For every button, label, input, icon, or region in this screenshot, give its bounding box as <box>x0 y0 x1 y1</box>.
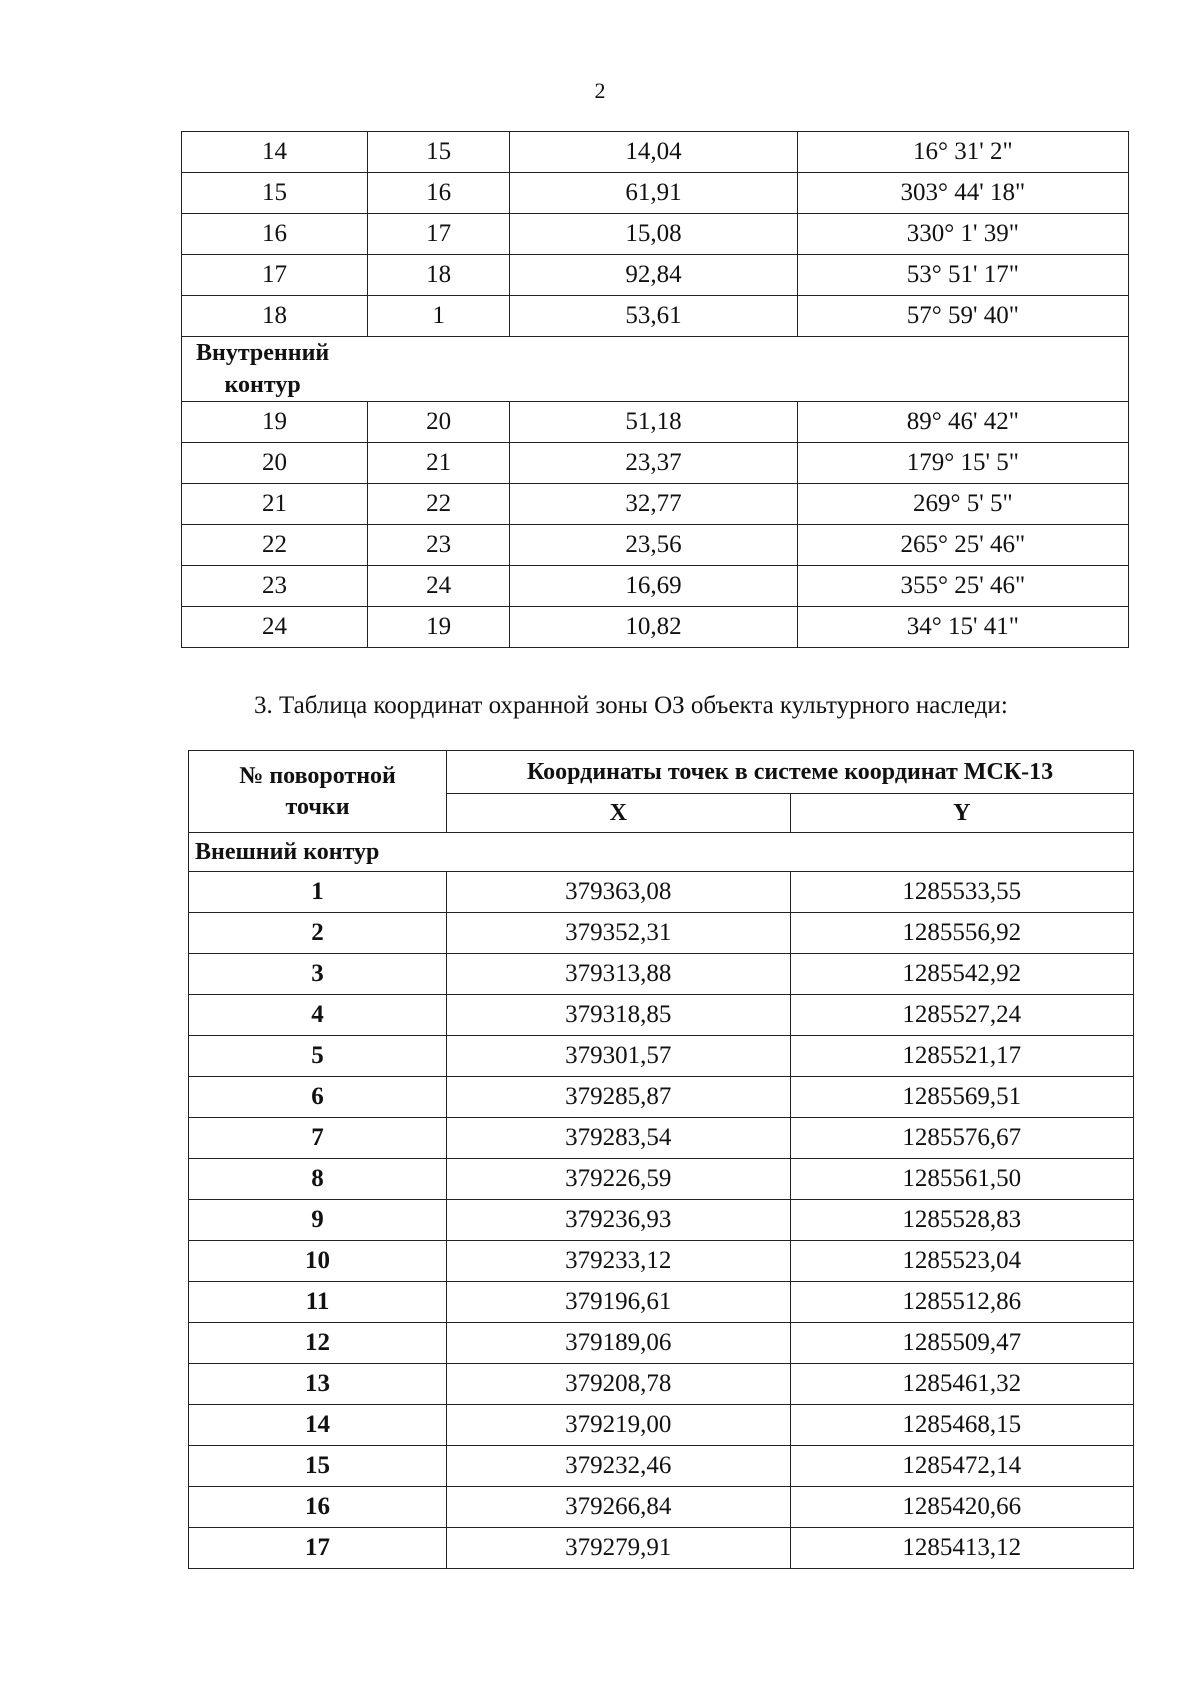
table-cell: 14 <box>189 1405 447 1446</box>
table-cell: 16° 31' 2" <box>797 132 1128 173</box>
table-row <box>189 1528 1134 1569</box>
table-row <box>182 402 1129 443</box>
table-cell: 18 <box>367 255 509 296</box>
table-cell: 23 <box>182 566 368 607</box>
table-cell: 14 <box>182 132 368 173</box>
table-cell: 1285509,47 <box>790 1323 1134 1364</box>
table-cell: 379232,46 <box>447 1446 790 1487</box>
table1-body-inner <box>182 402 1129 648</box>
table-cell: 1285472,14 <box>790 1446 1134 1487</box>
table-cell: 21 <box>182 484 368 525</box>
table-row <box>182 484 1129 525</box>
table-cell: 269° 5' 5" <box>797 484 1128 525</box>
table-cell: 379352,31 <box>447 913 790 954</box>
table-row <box>182 525 1129 566</box>
table-cell: 22 <box>182 525 368 566</box>
table-cell: 379266,84 <box>447 1487 790 1528</box>
table-cell: 1285521,17 <box>790 1036 1134 1077</box>
table-cell: 10 <box>189 1241 447 1282</box>
table-cell: 22 <box>367 484 509 525</box>
table-cell: 19 <box>182 402 368 443</box>
table-row <box>189 1446 1134 1487</box>
header-x: X <box>447 794 790 833</box>
table-cell: 7 <box>189 1118 447 1159</box>
bearing-distance-table <box>181 131 1129 648</box>
table-cell: 18 <box>182 296 368 337</box>
table-cell: 51,18 <box>510 402 798 443</box>
table-cell: 1285461,32 <box>790 1364 1134 1405</box>
header-coordinates: Координаты точек в системе координат МСК-13 <box>447 751 1134 794</box>
table-cell: 379363,08 <box>447 872 790 913</box>
table-cell: 8 <box>189 1159 447 1200</box>
table-caption: 3. Таблица координат охранной зоны ОЗ объекта культурного наследи: <box>254 692 1008 719</box>
table-cell: 6 <box>189 1077 447 1118</box>
table-row <box>189 1241 1134 1282</box>
table-cell: 32,77 <box>510 484 798 525</box>
table-cell: 379226,59 <box>447 1159 790 1200</box>
table-row <box>182 566 1129 607</box>
table-cell: 1285523,04 <box>790 1241 1134 1282</box>
table-row <box>182 607 1129 648</box>
table-cell: 5 <box>189 1036 447 1077</box>
table-row <box>189 1118 1134 1159</box>
table1-body-outer <box>182 132 1129 337</box>
table-cell: 355° 25' 46" <box>797 566 1128 607</box>
table-row <box>189 1036 1134 1077</box>
table-cell: 303° 44' 18" <box>797 173 1128 214</box>
table-cell: 11 <box>189 1282 447 1323</box>
section-label-outer-contour: Внешний контур <box>189 833 1134 872</box>
table-cell: 34° 15' 41" <box>797 607 1128 648</box>
table-cell: 23 <box>367 525 509 566</box>
table-cell: 379283,54 <box>447 1118 790 1159</box>
table-cell: 23,56 <box>510 525 798 566</box>
table-cell: 19 <box>367 607 509 648</box>
table-cell: 57° 59' 40" <box>797 296 1128 337</box>
table-cell: 330° 1' 39" <box>797 214 1128 255</box>
table-cell: 15,08 <box>510 214 798 255</box>
table-row <box>182 337 1129 402</box>
table-row <box>189 833 1134 872</box>
table-row <box>189 1323 1134 1364</box>
table-cell: 15 <box>189 1446 447 1487</box>
table-cell: 1285528,83 <box>790 1200 1134 1241</box>
table-cell: 379301,57 <box>447 1036 790 1077</box>
page-number: 2 <box>594 78 606 103</box>
table-row <box>189 1405 1134 1446</box>
table-row <box>189 872 1134 913</box>
table-row <box>189 1159 1134 1200</box>
table-cell: 13 <box>189 1364 447 1405</box>
table-row <box>182 255 1129 296</box>
table-cell: 1285556,92 <box>790 913 1134 954</box>
table-row <box>182 214 1129 255</box>
table-cell: 379233,12 <box>447 1241 790 1282</box>
table-cell: 15 <box>182 173 368 214</box>
table-cell: 1285512,86 <box>790 1282 1134 1323</box>
table-row <box>182 132 1129 173</box>
table-cell: 10,82 <box>510 607 798 648</box>
table-cell: 89° 46' 42" <box>797 402 1128 443</box>
table-cell: 379219,00 <box>447 1405 790 1446</box>
table-cell: 92,84 <box>510 255 798 296</box>
table-header-row <box>189 751 1134 794</box>
table-cell: 16,69 <box>510 566 798 607</box>
table-cell: 1285413,12 <box>790 1528 1134 1569</box>
table-cell: 20 <box>182 443 368 484</box>
table-cell: 24 <box>367 566 509 607</box>
table-row <box>182 173 1129 214</box>
table-cell: 16 <box>182 214 368 255</box>
table-cell: 1285533,55 <box>790 872 1134 913</box>
header-point-number <box>189 751 447 833</box>
table-cell: 2 <box>189 913 447 954</box>
table-cell: 24 <box>182 607 368 648</box>
table-cell: 17 <box>189 1528 447 1569</box>
table-cell: 1285527,24 <box>790 995 1134 1036</box>
table-cell: 179° 15' 5" <box>797 443 1128 484</box>
table-row <box>189 1077 1134 1118</box>
section-label-inner-contour <box>182 337 1129 402</box>
section-label-line1: Внутренний <box>196 340 330 366</box>
table-cell: 379236,93 <box>447 1200 790 1241</box>
table-cell: 1285420,66 <box>790 1487 1134 1528</box>
table-cell: 15 <box>367 132 509 173</box>
table-cell: 16 <box>367 173 509 214</box>
table-cell: 16 <box>189 1487 447 1528</box>
header-point-line2: точки <box>285 793 350 820</box>
table-cell: 379279,91 <box>447 1528 790 1569</box>
table-cell: 1285542,92 <box>790 954 1134 995</box>
table-cell: 1285561,50 <box>790 1159 1134 1200</box>
table1-section <box>182 337 1129 402</box>
table-cell: 1285468,15 <box>790 1405 1134 1446</box>
table-cell: 379318,85 <box>447 995 790 1036</box>
table-cell: 12 <box>189 1323 447 1364</box>
table-cell: 9 <box>189 1200 447 1241</box>
table-cell: 23,37 <box>510 443 798 484</box>
header-y: Y <box>790 794 1134 833</box>
table-cell: 53° 51' 17" <box>797 255 1128 296</box>
table-cell: 17 <box>182 255 368 296</box>
table-cell: 379196,61 <box>447 1282 790 1323</box>
table-cell: 21 <box>367 443 509 484</box>
table-cell: 1285569,51 <box>790 1077 1134 1118</box>
table-cell: 17 <box>367 214 509 255</box>
table2-body <box>189 751 1134 1569</box>
table-cell: 379313,88 <box>447 954 790 995</box>
table-cell: 265° 25' 46" <box>797 525 1128 566</box>
table-row <box>189 1364 1134 1405</box>
table-cell: 61,91 <box>510 173 798 214</box>
table-row <box>189 954 1134 995</box>
section-label-text <box>196 337 329 401</box>
table-cell: 379189,06 <box>447 1323 790 1364</box>
table-row <box>189 1200 1134 1241</box>
table-row <box>189 995 1134 1036</box>
table-row <box>189 1487 1134 1528</box>
table-cell: 4 <box>189 995 447 1036</box>
section-label-line2: контур <box>224 372 301 398</box>
table-cell: 1 <box>189 872 447 913</box>
table-cell: 3 <box>189 954 447 995</box>
table-cell: 379208,78 <box>447 1364 790 1405</box>
table-cell: 14,04 <box>510 132 798 173</box>
header-point-line1: № поворотной <box>239 762 396 789</box>
table-row <box>189 1282 1134 1323</box>
table-cell: 1285576,67 <box>790 1118 1134 1159</box>
table-cell: 53,61 <box>510 296 798 337</box>
coordinates-table <box>188 750 1134 1569</box>
table-cell: 379285,87 <box>447 1077 790 1118</box>
table-row <box>182 296 1129 337</box>
table-cell: 20 <box>367 402 509 443</box>
table-cell: 1 <box>367 296 509 337</box>
table-row <box>189 913 1134 954</box>
table-row <box>182 443 1129 484</box>
